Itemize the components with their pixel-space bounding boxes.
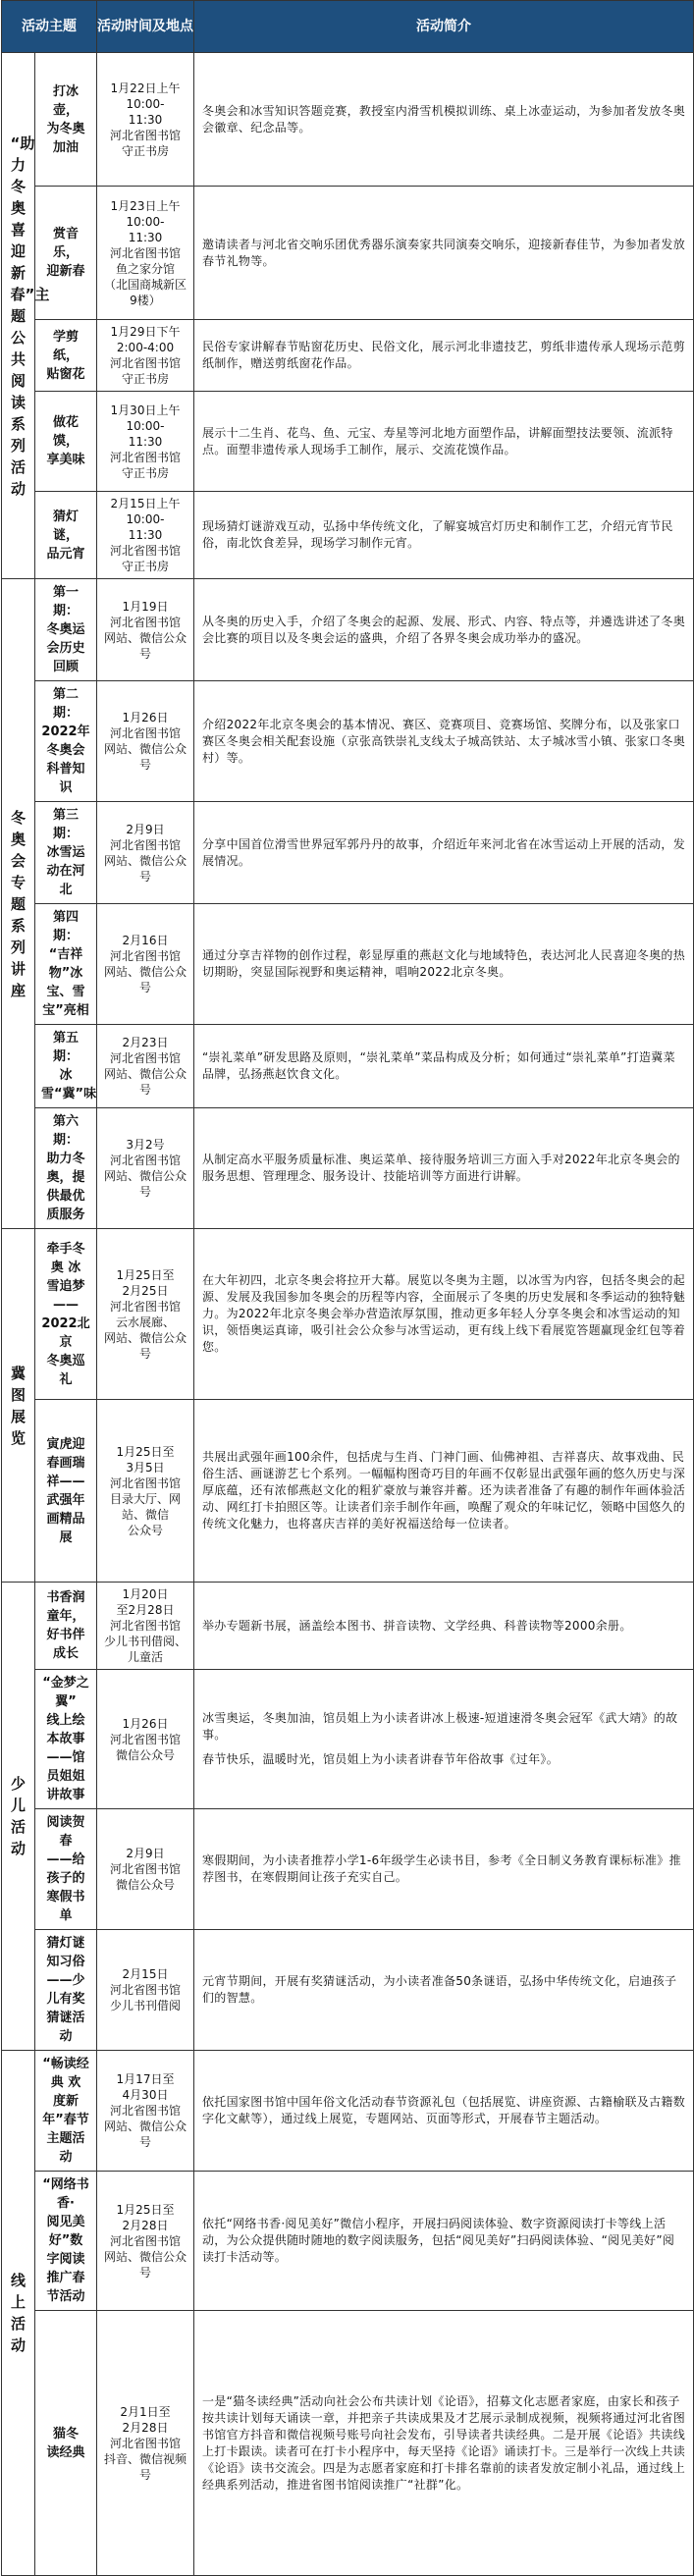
activity-time-place: 1月25日至 3月5日 河北省图书馆 目录大厅、网站、微信 公众号 [97,1400,194,1583]
category-cell [2,1583,35,2051]
category-label: 冬奥会专题系列讲座 [10,808,26,999]
table-row [2,802,694,904]
table-row [2,2051,694,2172]
table-row [2,1670,694,1809]
activity-intro: 在大年初四，北京冬奥会将拉开大幕。展览以冬奥为主题，以冰雪为内容，包括冬奥会的起源、发展及我国参加冬奥会的历程等内容，全面展示了冬奥的历史发展和冬季运动的独特魅力。为2022年北京冬奥会举办营造浓厚氛围，推动更多年轻人分享冬奥会和冰雪运动的知识，领悟奥运真谛，吸引社会公众参与冰雪运动，更有线上线下看展览答题赢现金红包等着您。 [194,1229,694,1400]
table-row [2,1025,694,1108]
table-row [2,904,694,1025]
activity-time-place: 2月1日至 2月28日 河北省图书馆 抖音、微信视频号 [97,2311,194,2576]
activity-time-place: 1月22日上午10:00- 11:30 河北省图书馆 守正书房 [97,53,194,187]
activity-time-place: 1月23日上午10:00- 11:30 河北省图书馆 鱼之家分馆 （北国商城新区9楼） [97,187,194,320]
activity-intro: 展示十二生肖、花鸟、鱼、元宝、寿星等河北地方面塑作品，讲解面塑技法要领、流派特点。面塑非遗传承人现场手工制作，展示、交流花馍作品。 [194,392,694,492]
table-row [2,1400,694,1583]
table-row [2,681,694,802]
table-row [2,579,694,681]
activity-theme: “金梦之翼” 线上绘本故事 ——馆员姐姐 讲故事 [35,1670,97,1809]
activity-time-place: 1月25日至 2月25日 河北省图书馆 云水展廊、 网站、微信公众号 [97,1229,194,1400]
activity-intro: 从冬奥的历史入手，介绍了冬奥会的起源、发展、形式、内容、特点等，并遴选讲述了冬奥会比赛的项目以及冬奥会运的盛典，介绍了各界冬奥会成功举办的盛况。 [194,579,694,681]
activity-theme: 阅读贺春 ——给孩子的 寒假书单 [35,1809,97,1930]
activity-intro: 元宵节期间，开展有奖猜谜活动，为小读者准备50条谜语，弘扬中华传统文化，启迪孩子们的智慧。 [194,1930,694,2051]
activity-theme: “网络书香· 阅见美好”数 字阅读推广春 节活动 [35,2172,97,2311]
category-cell [2,53,50,579]
activity-theme: “畅读经典 欢 度新年”春节 主题活动 [35,2051,97,2172]
activity-time-place: 2月9日 河北省图书馆 网站、微信公众号 [97,802,194,904]
category-label: 线上活动 [10,2272,26,2354]
table-row [2,492,694,579]
activity-intro: 分享中国首位滑雪世界冠军郭丹丹的故事，介绍近年来河北省在冰雪运动上开展的活动，发展情况。 [194,802,694,904]
activity-intro: 从制定高水平服务质量标准、奥运菜单、接待服务培训三方面入手对2022年北京冬奥会的服务思想、管理理念、服务设计、技能培训等方面进行讲解。 [194,1108,694,1229]
table-row [2,320,694,392]
table-row [2,2311,694,2576]
activity-time-place: 2月15日上午10:00- 11:30 河北省图书馆 守正书房 [97,492,194,579]
activity-theme: 猫冬 读经典 [35,2311,97,2576]
category-cell [2,1229,35,1583]
activity-intro: 寒假期间，为小读者推荐小学1-6年级学生必读书目，参考《全日制义务教育课标标准》推荐图书，在寒假期间让孩子充实自己。 [194,1809,694,1930]
table-row [2,187,694,320]
activity-time-place: 1月29日下午2:00-4:00 河北省图书馆 守正书房 [97,320,194,392]
activity-theme: 学剪纸， 贴窗花 [35,320,97,392]
activity-intro: 举办专题新书展，涵盖绘本图书、拼音读物、文学经典、科普读物等2000余册。 [194,1583,694,1670]
activity-intro: 邀请读者与河北省交响乐团优秀器乐演奏家共同演奏交响乐，迎接新春佳节，为参加者发放春节礼物等。 [194,187,694,320]
table-row [2,53,694,187]
activity-time-place: 2月9日 河北省图书馆 微信公众号 [97,1809,194,1930]
activity-theme: 第五期： 冰雪“冀”味 [35,1025,97,1108]
table-row [2,1108,694,1229]
header-time: 活动时间及地点 [97,1,194,53]
activity-time-place: 1月30日上午10:00- 11:30 河北省图书馆 守正书房 [97,392,194,492]
activity-time-place: 3月2号 河北省图书馆 网站、微信公众号 [97,1108,194,1229]
activity-theme: 寅虎迎春画瑞 祥——武强年 画精品展 [35,1400,97,1583]
activity-theme: 第一期： 冬奥运会历史回顾 [35,579,97,681]
activity-intro: 通过分享吉祥物的创作过程，彰显厚重的燕赵文化与地域特色，表达河北人民喜迎冬奥的热切期盼，突显国际视野和奥运精神，唱响2022北京冬奥。 [194,904,694,1025]
activity-time-place: 2月15日 河北省图书馆 少儿书刊借阅 [97,1930,194,2051]
category-label: 少儿活动 [10,1775,26,1857]
table-row [2,1809,694,1930]
activity-intro: 依托“网络书香·阅见美好”微信小程序，开展扫码阅读体验、数字资源阅读打卡等线上活动，为公众提供随时随地的数字阅读服务，包括“阅见美好”扫码阅读体验、“阅见美好”阅读打卡活动等。 [194,2172,694,2311]
header-theme: 活动主题 [2,1,97,53]
table-row [2,392,694,492]
activity-intro: 民俗专家讲解春节贴窗花历史、民俗文化，展示河北非遗技艺，剪纸非遗传承人现场示范剪纸制作，赠送剪纸窗花作品。 [194,320,694,392]
activity-time-place: 1月25日至 2月28日 河北省图书馆 网站、微信公众号 [97,2172,194,2311]
table-header-row [2,1,694,53]
activity-time-place: 1月20日 至2月28日 河北省图书馆 少儿书刊借阅、儿童活 [97,1583,194,1670]
activity-time-place: 2月16日 河北省图书馆 网站、微信公众号 [97,904,194,1025]
activity-theme: 猜灯谜 知习俗 ——少儿有奖 猜谜活动 [35,1930,97,2051]
activity-time-place: 1月19日 河北省图书馆 网站、微信公众号 [97,579,194,681]
category-label: “助力冬奥喜迎新春”主题公共阅读系列活动 [10,134,50,498]
category-label: 冀图展览 [10,1364,26,1447]
activity-theme: 第四期： “吉祥物”冰宝、雪宝”亮相 [35,904,97,1025]
activity-intro: “崇礼菜单”研发思路及原则，“崇礼菜单”菜品构成及分析；如何通过“崇礼菜单”打造冀菜品牌，弘扬燕赵饮食文化。 [194,1025,694,1108]
header-intro: 活动简介 [194,1,694,53]
activity-theme: 做花馍， 享美味 [35,392,97,492]
activity-intro: 冬奥会和冰雪知识答题竞赛，教授室内滑雪机模拟训练、桌上冰壶运动，为参加者发放冬奥会徽章、纪念品等。 [194,53,694,187]
activity-schedule-table [1,0,694,2576]
activity-intro: 现场猜灯谜游戏互动，弘扬中华传统文化，了解宴城宫灯历史和制作工艺，介绍元宵节民俗，南北饮食差异，现场学习制作元宵。 [194,492,694,579]
activity-theme: 第三期： 冰雪运动在河北 [35,802,97,904]
table-row [2,1229,694,1400]
activity-intro: 一是“猫冬读经典”活动向社会公布共读计划《论语》，招募文化志愿者家庭，由家长和孩子按共读计划每天诵读一章，并把亲子共读成果及才艺展示录制成视频，视频将通过河北省图书馆官方抖音和微信视频号账号向社会发布，引导读者共读经典。二是开展《论语》共读线上打卡跟读。读者可在打卡小程序中，每天坚持《论语》诵读打卡。三是举行一次线上共读《论语》读书交流会。四是为志愿者家庭和打卡排名靠前的读者发放定制小礼品，通过线上经典系列活动，推进省图书馆阅读推广“社群”化。 [194,2311,694,2576]
activity-theme: 打冰壶， 为冬奥 加油 [35,53,97,187]
activity-time-place: 1月26日 河北省图书馆 微信公众号 [97,1670,194,1809]
activity-theme: 猜灯谜， 品元宵 [35,492,97,579]
category-cell [2,579,35,1229]
activity-intro: 依托国家图书馆中国年俗文化活动春节资源礼包（包括展览、讲座资源、古籍榆联及古籍数字化文献等），通过线上展览，专题网站、页面等形式，开展春节主题活动。 [194,2051,694,2172]
activity-time-place: 1月26日 河北省图书馆 网站、微信公众号 [97,681,194,802]
activity-theme: 第六期： 助力冬奥，提供最优质服务 [35,1108,97,1229]
activity-intro: 共展出武强年画100余件，包括虎与生肖、门神门画、仙佛神祖、吉祥喜庆、故事戏曲、民俗生活、画谜游艺七个系列。一幅幅构图奇巧目的年画不仅彰显出武强年画的悠久历史与深厚底蕴，还有浓郁燕赵文化的粗犷豪放与兼容并蓄。还为读者准备了有趣的制作年画体验活动、网红打卡拍照区等。让读者们亲手制作年画，唤醒了观众的年味记忆，领略中国悠久的传统文化魅力，也将喜庆吉祥的美好祝福送给每一位读者。 [194,1400,694,1583]
category-cell [2,2051,35,2576]
activity-time-place: 1月17日至 4月30日 河北省图书馆 网站、微信公众号 [97,2051,194,2172]
table-row [2,2172,694,2311]
activity-intro: 介绍2022年北京冬奥会的基本情况、赛区、竞赛项目、竞赛场馆、奖牌分布，以及张家口赛区冬奥会相关配套设施（京张高铁崇礼支线太子城高铁站、太子城冰雪小镇、张家口冬奥村）等。 [194,681,694,802]
activity-theme: 赏音乐， 迎新春 [35,187,97,320]
table-row [2,1583,694,1670]
activity-theme: 第二期： 2022年冬奥会科普知识 [35,681,97,802]
activity-time-place: 2月23日 河北省图书馆 网站、微信公众号 [97,1025,194,1108]
activity-theme: 书香润童年， 好书伴成长 [35,1583,97,1670]
table-row [2,1930,694,2051]
activity-theme: 牵手冬奥 冰 雪追梦 ——2022北京 冬奥巡礼 [35,1229,97,1400]
activity-intro: 冰雪奥运，冬奥加油，馆员姐上为小读者讲冰上极速-短道速滑冬奥会冠军《武大靖》的故事。 春节快乐，温暖时光，馆员姐上为小读者讲春节年俗故事《过年》。 [194,1670,694,1809]
